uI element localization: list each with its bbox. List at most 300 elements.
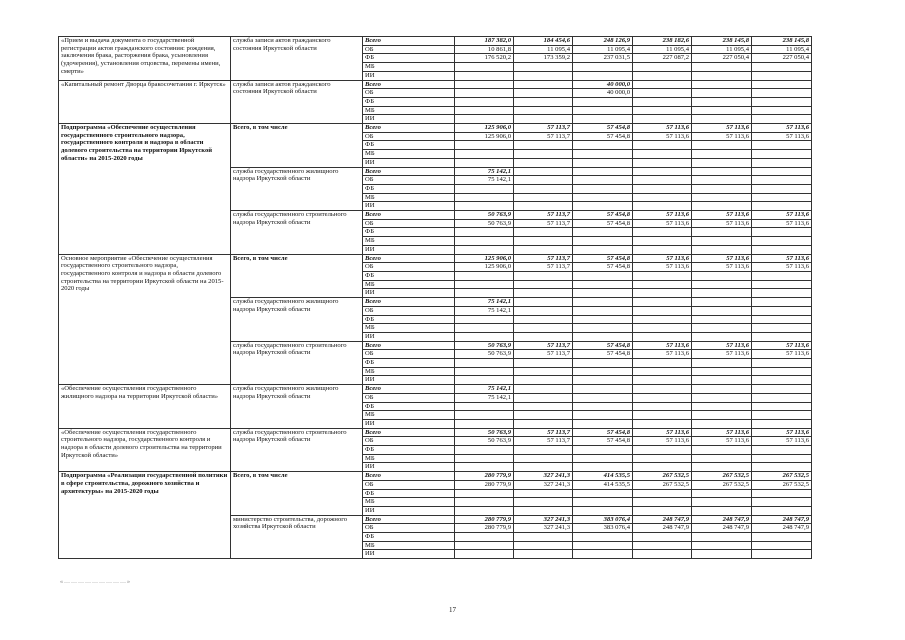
value-cell: 57 454,8 — [573, 341, 633, 350]
value-cell — [514, 150, 573, 159]
value-cell — [633, 63, 692, 72]
value-cell — [633, 89, 692, 98]
value-cell — [514, 376, 573, 385]
value-cell — [692, 402, 752, 411]
value-cell — [752, 202, 812, 211]
value-cell: 267 532,5 — [633, 472, 692, 481]
value-cell — [573, 550, 633, 559]
value-cell: 57 113,6 — [692, 341, 752, 350]
source-code-cell: ОБ — [363, 393, 455, 402]
value-cell — [752, 393, 812, 402]
value-cell: 57 113,7 — [514, 132, 573, 141]
page-number: 17 — [449, 606, 456, 614]
value-cell: 227 050,4 — [752, 54, 812, 63]
continuation-text: «………………………» — [60, 579, 131, 585]
value-cell: 50 763,9 — [455, 428, 514, 437]
source-code-cell: ИИ — [363, 419, 455, 428]
value-cell — [455, 402, 514, 411]
value-cell — [455, 367, 514, 376]
value-cell — [573, 376, 633, 385]
value-cell — [455, 506, 514, 515]
source-code-cell: Всего — [363, 428, 455, 437]
value-cell — [455, 158, 514, 167]
budget-table-body — [59, 37, 812, 559]
value-cell: 57 113,6 — [752, 437, 812, 446]
value-cell — [633, 332, 692, 341]
value-cell: 248 747,9 — [692, 524, 752, 533]
value-cell: 227 087,2 — [633, 54, 692, 63]
source-code-cell: ИИ — [363, 506, 455, 515]
value-cell: 238 182,6 — [633, 37, 692, 46]
value-cell: 57 113,7 — [514, 437, 573, 446]
value-cell — [752, 141, 812, 150]
value-cell — [752, 498, 812, 507]
value-cell — [692, 541, 752, 550]
value-cell: 57 113,7 — [514, 124, 573, 133]
value-cell — [633, 506, 692, 515]
value-cell — [752, 97, 812, 106]
source-code-cell: Всего — [363, 167, 455, 176]
value-cell — [455, 324, 514, 333]
value-cell — [573, 332, 633, 341]
value-cell — [752, 158, 812, 167]
value-cell: 184 454,6 — [514, 37, 573, 46]
value-cell — [692, 419, 752, 428]
value-cell: 248 747,9 — [633, 524, 692, 533]
value-cell — [455, 498, 514, 507]
value-cell: 280 779,9 — [455, 472, 514, 481]
value-cell — [633, 289, 692, 298]
value-cell — [455, 71, 514, 80]
value-cell — [514, 80, 573, 89]
table-row — [59, 254, 812, 263]
value-cell — [455, 202, 514, 211]
value-cell: 57 454,8 — [573, 254, 633, 263]
value-cell — [514, 446, 573, 455]
value-cell — [514, 289, 573, 298]
value-cell: 57 113,6 — [692, 254, 752, 263]
value-cell: 267 532,5 — [633, 480, 692, 489]
value-cell — [514, 324, 573, 333]
source-code-cell: ОБ — [363, 89, 455, 98]
value-cell — [514, 419, 573, 428]
value-cell: 57 113,6 — [692, 124, 752, 133]
value-cell — [633, 228, 692, 237]
value-cell — [514, 454, 573, 463]
value-cell — [752, 332, 812, 341]
source-code-cell: ИИ — [363, 376, 455, 385]
value-cell — [573, 463, 633, 472]
measure-name-cell: «Капитальный ремонт Дворца бракосочетания г. Иркутск» — [59, 80, 231, 124]
value-cell — [633, 385, 692, 394]
value-cell: 280 779,9 — [455, 524, 514, 533]
value-cell: 75 142,1 — [455, 167, 514, 176]
value-cell — [573, 541, 633, 550]
value-cell — [455, 63, 514, 72]
value-cell — [692, 332, 752, 341]
value-cell: 57 454,8 — [573, 132, 633, 141]
value-cell: 57 113,7 — [514, 428, 573, 437]
value-cell: 187 382,0 — [455, 37, 514, 46]
value-cell — [573, 419, 633, 428]
value-cell — [692, 158, 752, 167]
value-cell — [514, 71, 573, 80]
value-cell: 57 113,6 — [633, 350, 692, 359]
value-cell: 414 535,5 — [573, 480, 633, 489]
value-cell — [455, 97, 514, 106]
value-cell — [752, 167, 812, 176]
value-cell — [633, 367, 692, 376]
source-code-cell: ОБ — [363, 306, 455, 315]
value-cell — [573, 228, 633, 237]
value-cell — [752, 245, 812, 254]
source-code-cell: ФБ — [363, 489, 455, 498]
value-cell: 75 142,1 — [455, 298, 514, 307]
value-cell — [752, 271, 812, 280]
value-cell — [692, 324, 752, 333]
value-cell — [455, 332, 514, 341]
executor-cell: министерство строительства, дорожного хозяйства Иркутской области — [231, 515, 363, 559]
source-code-cell: ОБ — [363, 219, 455, 228]
value-cell: 57 113,7 — [514, 254, 573, 263]
value-cell — [573, 158, 633, 167]
value-cell — [752, 454, 812, 463]
value-cell — [514, 359, 573, 368]
source-code-cell: ИИ — [363, 463, 455, 472]
value-cell — [633, 158, 692, 167]
value-cell: 75 142,1 — [455, 306, 514, 315]
value-cell: 11 095,4 — [752, 45, 812, 54]
value-cell — [752, 419, 812, 428]
value-cell: 57 113,6 — [692, 263, 752, 272]
value-cell: 327 241,3 — [514, 480, 573, 489]
executor-cell: Всего, в том числе — [231, 254, 363, 298]
value-cell — [752, 115, 812, 124]
value-cell — [633, 402, 692, 411]
source-code-cell: Всего — [363, 211, 455, 220]
value-cell — [455, 419, 514, 428]
executor-cell: служба государственного строительного надзора Иркутской области — [231, 211, 363, 255]
value-cell — [692, 271, 752, 280]
executor-cell: служба записи актов гражданского состояния Иркутской области — [231, 80, 363, 124]
value-cell — [573, 141, 633, 150]
value-cell: 57 113,6 — [692, 437, 752, 446]
value-cell — [573, 63, 633, 72]
value-cell — [633, 541, 692, 550]
value-cell: 57 454,8 — [573, 124, 633, 133]
value-cell: 57 113,6 — [633, 219, 692, 228]
value-cell — [514, 106, 573, 115]
value-cell — [514, 184, 573, 193]
value-cell — [692, 306, 752, 315]
value-cell — [455, 228, 514, 237]
value-cell: 248 747,9 — [692, 515, 752, 524]
source-code-cell: ФБ — [363, 228, 455, 237]
value-cell: 237 031,5 — [573, 54, 633, 63]
value-cell — [633, 80, 692, 89]
value-cell: 125 906,0 — [455, 124, 514, 133]
value-cell — [573, 498, 633, 507]
value-cell — [514, 202, 573, 211]
value-cell — [514, 245, 573, 254]
value-cell — [455, 280, 514, 289]
value-cell — [692, 193, 752, 202]
value-cell — [692, 184, 752, 193]
value-cell — [692, 454, 752, 463]
value-cell — [573, 359, 633, 368]
source-code-cell: ИИ — [363, 158, 455, 167]
source-code-cell: ИИ — [363, 332, 455, 341]
value-cell — [692, 141, 752, 150]
value-cell: 57 113,6 — [633, 341, 692, 350]
source-code-cell: Всего — [363, 341, 455, 350]
source-code-cell: ФБ — [363, 97, 455, 106]
value-cell — [455, 89, 514, 98]
source-code-cell: ОБ — [363, 350, 455, 359]
value-cell — [573, 237, 633, 246]
value-cell — [455, 315, 514, 324]
value-cell: 57 113,6 — [692, 428, 752, 437]
value-cell: 50 763,9 — [455, 437, 514, 446]
value-cell — [573, 393, 633, 402]
value-cell — [752, 315, 812, 324]
value-cell: 267 532,5 — [692, 480, 752, 489]
value-cell — [514, 228, 573, 237]
value-cell — [514, 280, 573, 289]
value-cell — [455, 533, 514, 542]
value-cell — [573, 454, 633, 463]
value-cell — [692, 359, 752, 368]
value-cell — [752, 533, 812, 542]
source-code-cell: МБ — [363, 150, 455, 159]
value-cell — [514, 506, 573, 515]
value-cell: 125 906,0 — [455, 263, 514, 272]
value-cell — [633, 115, 692, 124]
value-cell — [633, 176, 692, 185]
value-cell: 50 763,9 — [455, 211, 514, 220]
value-cell — [455, 150, 514, 159]
source-code-cell: ФБ — [363, 141, 455, 150]
value-cell — [752, 176, 812, 185]
value-cell — [455, 550, 514, 559]
source-code-cell: ОБ — [363, 480, 455, 489]
source-code-cell: МБ — [363, 541, 455, 550]
executor-cell: служба государственного жилищного надзора Иркутской области — [231, 167, 363, 211]
source-code-cell: ФБ — [363, 271, 455, 280]
value-cell: 238 145,8 — [752, 37, 812, 46]
value-cell — [633, 411, 692, 420]
value-cell: 267 532,5 — [752, 480, 812, 489]
value-cell — [752, 63, 812, 72]
value-cell — [633, 167, 692, 176]
table-row — [59, 124, 812, 133]
value-cell — [633, 306, 692, 315]
value-cell — [573, 289, 633, 298]
value-cell — [633, 71, 692, 80]
source-code-cell: МБ — [363, 280, 455, 289]
value-cell — [692, 80, 752, 89]
value-cell — [455, 376, 514, 385]
source-code-cell: ОБ — [363, 437, 455, 446]
value-cell — [752, 541, 812, 550]
value-cell: 10 861,8 — [455, 45, 514, 54]
value-cell — [514, 176, 573, 185]
value-cell: 57 454,8 — [573, 219, 633, 228]
value-cell: 50 763,9 — [455, 219, 514, 228]
value-cell — [752, 359, 812, 368]
value-cell: 57 113,6 — [633, 124, 692, 133]
source-code-cell: МБ — [363, 193, 455, 202]
value-cell — [514, 315, 573, 324]
executor-cell: Всего, в том числе — [231, 124, 363, 168]
source-code-cell: ОБ — [363, 45, 455, 54]
source-code-cell: МБ — [363, 324, 455, 333]
value-cell: 57 454,8 — [573, 437, 633, 446]
value-cell — [514, 158, 573, 167]
value-cell: 327 241,3 — [514, 472, 573, 481]
value-cell — [752, 463, 812, 472]
value-cell — [692, 150, 752, 159]
value-cell — [455, 446, 514, 455]
value-cell — [514, 89, 573, 98]
value-cell — [514, 367, 573, 376]
source-code-cell: Всего — [363, 298, 455, 307]
value-cell — [633, 141, 692, 150]
value-cell — [692, 237, 752, 246]
value-cell — [633, 245, 692, 254]
table-row — [59, 385, 812, 394]
value-cell: 50 763,9 — [455, 341, 514, 350]
executor-cell: служба государственного жилищного надзора Иркутской области — [231, 298, 363, 342]
value-cell: 57 113,6 — [633, 254, 692, 263]
value-cell — [752, 324, 812, 333]
value-cell — [633, 550, 692, 559]
measure-name-cell: Подпрограмма «Обеспечение осуществления государственного строительного надзора, государственного контроля и надзора в области долевого строительства на территории Иркутской области» на 2015-2020 годы — [59, 124, 231, 255]
value-cell: 57 113,6 — [752, 341, 812, 350]
value-cell: 57 113,6 — [752, 219, 812, 228]
value-cell — [692, 228, 752, 237]
value-cell — [692, 289, 752, 298]
value-cell: 40 000,0 — [573, 89, 633, 98]
value-cell: 57 113,6 — [633, 437, 692, 446]
value-cell: 57 113,6 — [692, 219, 752, 228]
value-cell — [573, 402, 633, 411]
value-cell: 75 142,1 — [455, 176, 514, 185]
value-cell — [692, 550, 752, 559]
value-cell — [573, 71, 633, 80]
table-row — [59, 428, 812, 437]
value-cell: 267 532,5 — [692, 472, 752, 481]
executor-cell: Всего, в том числе — [231, 472, 363, 516]
value-cell — [692, 506, 752, 515]
value-cell — [573, 298, 633, 307]
value-cell — [752, 71, 812, 80]
value-cell — [573, 97, 633, 106]
value-cell: 57 113,6 — [692, 211, 752, 220]
value-cell — [455, 289, 514, 298]
value-cell — [573, 202, 633, 211]
value-cell — [633, 315, 692, 324]
value-cell — [573, 489, 633, 498]
value-cell — [692, 446, 752, 455]
source-code-cell: ФБ — [363, 446, 455, 455]
value-cell — [455, 359, 514, 368]
value-cell — [573, 193, 633, 202]
value-cell — [573, 533, 633, 542]
value-cell — [633, 193, 692, 202]
value-cell — [692, 245, 752, 254]
value-cell — [455, 237, 514, 246]
value-cell — [633, 446, 692, 455]
value-cell — [455, 141, 514, 150]
source-code-cell: Всего — [363, 80, 455, 89]
value-cell — [573, 150, 633, 159]
source-code-cell: ИИ — [363, 289, 455, 298]
value-cell — [573, 106, 633, 115]
value-cell — [455, 463, 514, 472]
value-cell — [752, 228, 812, 237]
value-cell — [752, 184, 812, 193]
table-row — [59, 472, 812, 481]
value-cell — [752, 89, 812, 98]
value-cell: 57 454,8 — [573, 211, 633, 220]
value-cell — [514, 489, 573, 498]
value-cell: 125 906,0 — [455, 254, 514, 263]
value-cell — [514, 385, 573, 394]
source-code-cell: ФБ — [363, 54, 455, 63]
value-cell: 57 113,6 — [752, 350, 812, 359]
value-cell: 57 113,6 — [692, 132, 752, 141]
value-cell — [514, 141, 573, 150]
measure-name-cell: «Прием и выдача документа о государственной регистрации актов гражданского состояния: рождения, заключения брака, расторжения брака, усыновления (удочерения), установления отцовства, перемены имени, смерти» — [59, 37, 231, 81]
value-cell: 40 000,0 — [573, 80, 633, 89]
value-cell — [573, 176, 633, 185]
value-cell — [455, 541, 514, 550]
value-cell — [752, 193, 812, 202]
value-cell — [692, 176, 752, 185]
source-code-cell: ФБ — [363, 359, 455, 368]
executor-cell: служба записи актов гражданского состояния Иркутской области — [231, 37, 363, 81]
value-cell: 248 747,9 — [633, 515, 692, 524]
source-code-cell: МБ — [363, 498, 455, 507]
source-code-cell: МБ — [363, 106, 455, 115]
value-cell — [573, 306, 633, 315]
executor-cell: служба государственного строительного надзора Иркутской области — [231, 428, 363, 472]
value-cell: 11 095,4 — [573, 45, 633, 54]
source-code-cell: ИИ — [363, 550, 455, 559]
value-cell: 75 142,1 — [455, 385, 514, 394]
value-cell — [514, 463, 573, 472]
value-cell — [752, 550, 812, 559]
value-cell — [633, 271, 692, 280]
value-cell: 57 113,6 — [752, 132, 812, 141]
value-cell — [573, 315, 633, 324]
value-cell: 57 113,6 — [633, 211, 692, 220]
executor-cell: служба государственного строительного надзора Иркутской области — [231, 341, 363, 385]
value-cell — [633, 419, 692, 428]
value-cell — [573, 167, 633, 176]
source-code-cell: МБ — [363, 411, 455, 420]
value-cell — [455, 489, 514, 498]
value-cell: 57 113,7 — [514, 350, 573, 359]
measure-name-cell: «Обеспечение осуществления государственного жилищного надзора на территории Иркутской области» — [59, 385, 231, 429]
value-cell: 125 906,0 — [455, 132, 514, 141]
value-cell — [692, 298, 752, 307]
value-cell: 227 050,4 — [692, 54, 752, 63]
value-cell: 280 779,9 — [455, 480, 514, 489]
source-code-cell: ИИ — [363, 115, 455, 124]
source-code-cell: Всего — [363, 515, 455, 524]
